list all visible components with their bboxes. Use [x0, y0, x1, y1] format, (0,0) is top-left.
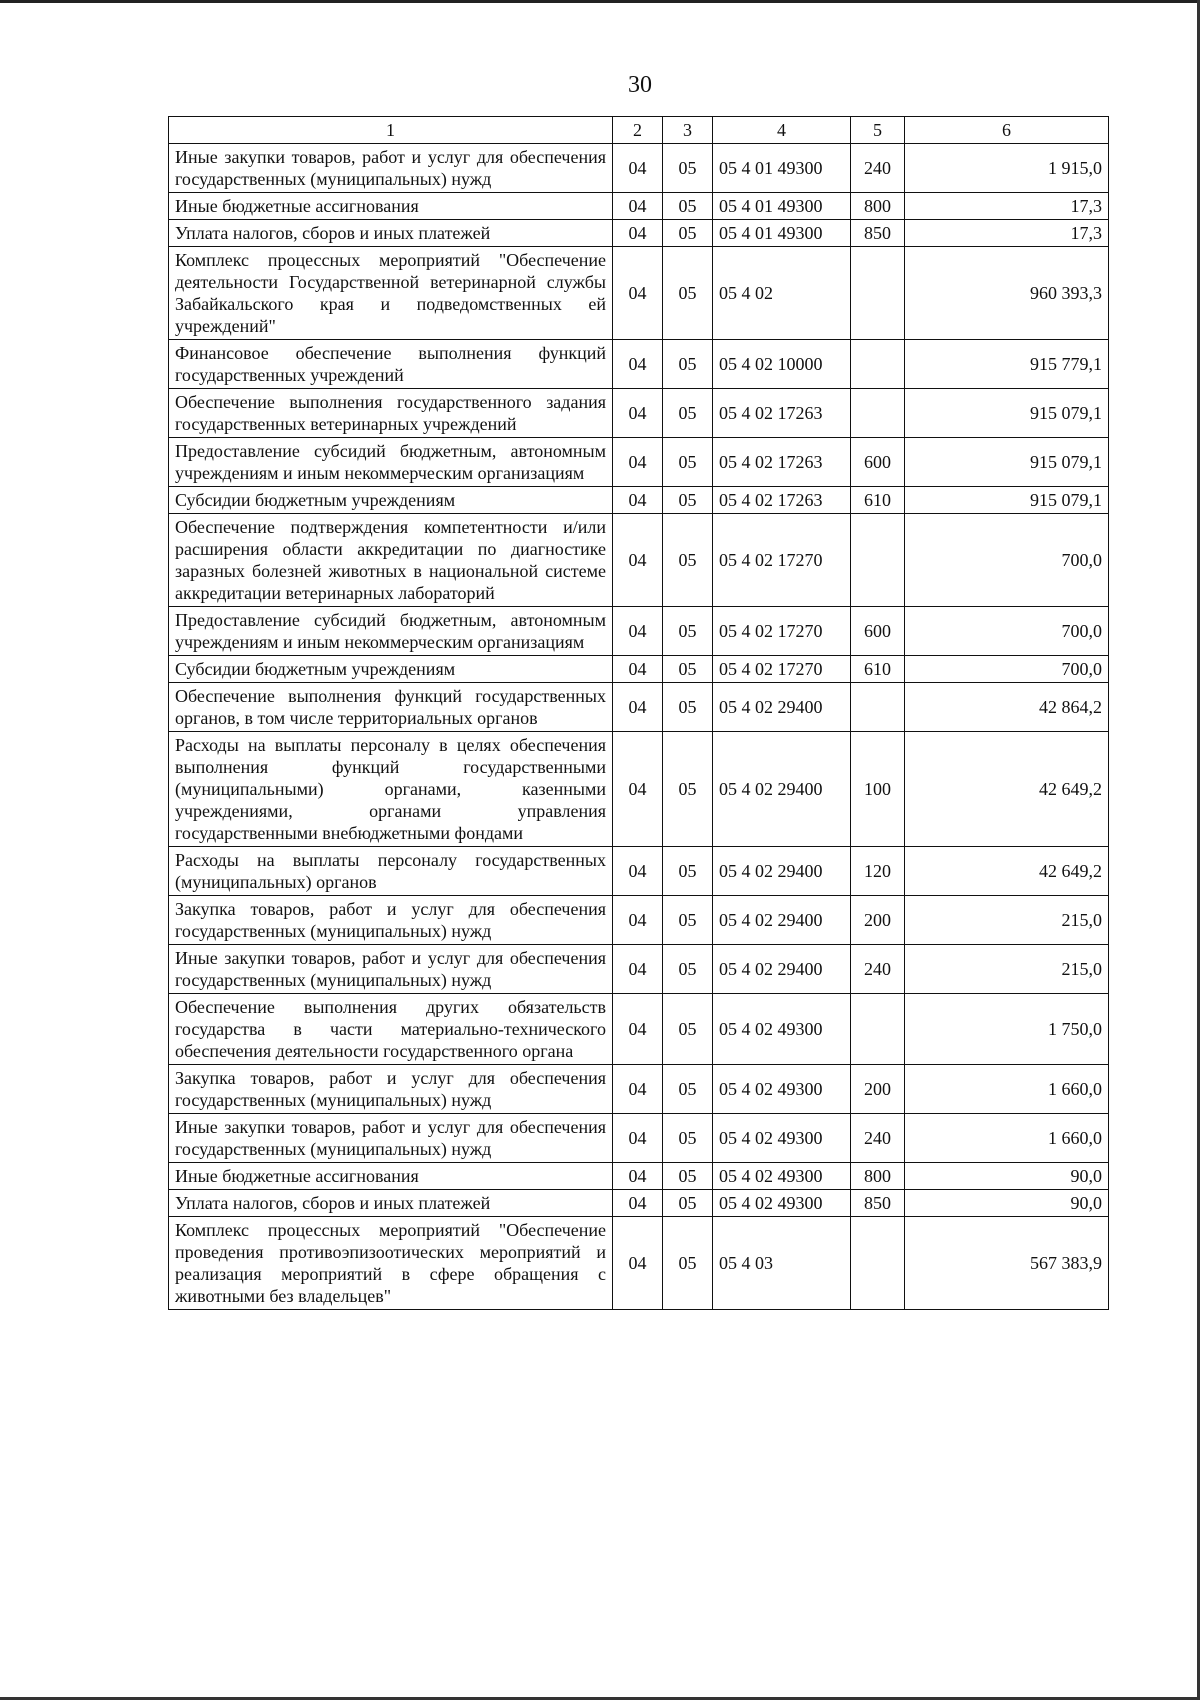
subsection-code-cell: 05	[663, 193, 713, 220]
subsection-code-cell: 05	[663, 1217, 713, 1310]
amount-cell: 90,0	[905, 1163, 1109, 1190]
header-cell: 3	[663, 117, 713, 144]
expense-type-cell: 240	[851, 945, 905, 994]
expense-name-cell: Обеспечение выполнения функций государственных органов, в том числе территориальных органов	[169, 683, 613, 732]
subsection-code-cell: 05	[663, 487, 713, 514]
section-code-cell: 04	[613, 656, 663, 683]
amount-cell: 1 750,0	[905, 994, 1109, 1065]
target-article-cell: 05 4 02 49300	[713, 994, 851, 1065]
section-code-cell: 04	[613, 1163, 663, 1190]
table-row	[169, 340, 1109, 389]
table-row	[169, 896, 1109, 945]
expense-type-cell: 850	[851, 1190, 905, 1217]
subsection-code-cell: 05	[663, 945, 713, 994]
subsection-code-cell: 05	[663, 847, 713, 896]
expense-name-cell: Комплекс процессных мероприятий "Обеспечение проведения противоэпизоотических мероприятий и реализация мероприятий в сфере обращения с животными без владельцев"	[169, 1217, 613, 1310]
section-code-cell: 04	[613, 1217, 663, 1310]
target-article-cell: 05 4 02 29400	[713, 945, 851, 994]
subsection-code-cell: 05	[663, 247, 713, 340]
header-cell: 6	[905, 117, 1109, 144]
subsection-code-cell: 05	[663, 1065, 713, 1114]
amount-cell: 915 779,1	[905, 340, 1109, 389]
target-article-cell: 05 4 02 17263	[713, 438, 851, 487]
amount-cell: 42 649,2	[905, 847, 1109, 896]
subsection-code-cell: 05	[663, 683, 713, 732]
section-code-cell: 04	[613, 514, 663, 607]
amount-cell: 215,0	[905, 945, 1109, 994]
section-code-cell: 04	[613, 144, 663, 193]
amount-cell: 90,0	[905, 1190, 1109, 1217]
expense-name-cell: Иные бюджетные ассигнования	[169, 193, 613, 220]
expense-name-cell: Иные бюджетные ассигнования	[169, 1163, 613, 1190]
table-row	[169, 732, 1109, 847]
expense-type-cell: 240	[851, 144, 905, 193]
section-code-cell: 04	[613, 247, 663, 340]
expense-name-cell: Иные закупки товаров, работ и услуг для обеспечения государственных (муниципальных) нужд	[169, 945, 613, 994]
expense-type-cell: 610	[851, 656, 905, 683]
subsection-code-cell: 05	[663, 656, 713, 683]
amount-cell: 700,0	[905, 656, 1109, 683]
table-row	[169, 438, 1109, 487]
amount-cell: 1 915,0	[905, 144, 1109, 193]
table-row	[169, 607, 1109, 656]
expense-type-cell: 610	[851, 487, 905, 514]
target-article-cell: 05 4 02 49300	[713, 1163, 851, 1190]
table-row	[169, 1163, 1109, 1190]
section-code-cell: 04	[613, 487, 663, 514]
table-row	[169, 220, 1109, 247]
expense-type-cell: 200	[851, 896, 905, 945]
amount-cell: 915 079,1	[905, 487, 1109, 514]
expense-name-cell: Закупка товаров, работ и услуг для обеспечения государственных (муниципальных) нужд	[169, 896, 613, 945]
target-article-cell: 05 4 02	[713, 247, 851, 340]
expense-type-cell: 800	[851, 1163, 905, 1190]
expense-type-cell: 800	[851, 193, 905, 220]
target-article-cell: 05 4 02 29400	[713, 732, 851, 847]
expense-type-cell	[851, 683, 905, 732]
section-code-cell: 04	[613, 193, 663, 220]
expense-type-cell	[851, 994, 905, 1065]
section-code-cell: 04	[613, 1114, 663, 1163]
target-article-cell: 05 4 02 29400	[713, 896, 851, 945]
table-row	[169, 994, 1109, 1065]
table-row	[169, 1114, 1109, 1163]
subsection-code-cell: 05	[663, 144, 713, 193]
expense-name-cell: Расходы на выплаты персоналу государственных (муниципальных) органов	[169, 847, 613, 896]
amount-cell: 960 393,3	[905, 247, 1109, 340]
table-row	[169, 487, 1109, 514]
subsection-code-cell: 05	[663, 1190, 713, 1217]
amount-cell: 17,3	[905, 220, 1109, 247]
expense-type-cell	[851, 247, 905, 340]
amount-cell: 215,0	[905, 896, 1109, 945]
expense-name-cell: Уплата налогов, сборов и иных платежей	[169, 220, 613, 247]
target-article-cell: 05 4 02 17263	[713, 389, 851, 438]
expense-type-cell: 120	[851, 847, 905, 896]
expense-name-cell: Финансовое обеспечение выполнения функций государственных учреждений	[169, 340, 613, 389]
expense-type-cell	[851, 340, 905, 389]
expense-name-cell: Расходы на выплаты персоналу в целях обеспечения выполнения функций государственными (муниципальными) органами, казенными учреждениями, органами управления государственными внебюджетными фондами	[169, 732, 613, 847]
header-cell: 5	[851, 117, 905, 144]
expense-type-cell: 100	[851, 732, 905, 847]
header-cell: 2	[613, 117, 663, 144]
target-article-cell: 05 4 03	[713, 1217, 851, 1310]
amount-cell: 567 383,9	[905, 1217, 1109, 1310]
expense-name-cell: Предоставление субсидий бюджетным, автономным учреждениям и иным некоммерческим организациям	[169, 607, 613, 656]
header-cell: 4	[713, 117, 851, 144]
subsection-code-cell: 05	[663, 340, 713, 389]
expense-type-cell	[851, 389, 905, 438]
expense-name-cell: Предоставление субсидий бюджетным, автономным учреждениям и иным некоммерческим организациям	[169, 438, 613, 487]
table-row	[169, 945, 1109, 994]
amount-cell: 42 649,2	[905, 732, 1109, 847]
expense-name-cell: Обеспечение подтверждения компетентности и/или расширения области аккредитации по диагностике заразных болезней животных в национальной системе аккредитации ветеринарных лабораторий	[169, 514, 613, 607]
table-row	[169, 389, 1109, 438]
section-code-cell: 04	[613, 438, 663, 487]
section-code-cell: 04	[613, 945, 663, 994]
target-article-cell: 05 4 02 49300	[713, 1190, 851, 1217]
expense-name-cell: Субсидии бюджетным учреждениям	[169, 487, 613, 514]
expense-name-cell: Комплекс процессных мероприятий "Обеспечение деятельности Государственной ветеринарной службы Забайкальского края и подведомственных ей учреждений"	[169, 247, 613, 340]
section-code-cell: 04	[613, 994, 663, 1065]
target-article-cell: 05 4 01 49300	[713, 193, 851, 220]
target-article-cell: 05 4 02 10000	[713, 340, 851, 389]
section-code-cell: 04	[613, 1190, 663, 1217]
target-article-cell: 05 4 02 29400	[713, 847, 851, 896]
subsection-code-cell: 05	[663, 389, 713, 438]
subsection-code-cell: 05	[663, 732, 713, 847]
subsection-code-cell: 05	[663, 994, 713, 1065]
section-code-cell: 04	[613, 847, 663, 896]
table-row	[169, 656, 1109, 683]
subsection-code-cell: 05	[663, 1114, 713, 1163]
expense-type-cell: 600	[851, 438, 905, 487]
expense-type-cell: 200	[851, 1065, 905, 1114]
amount-cell: 915 079,1	[905, 438, 1109, 487]
amount-cell: 700,0	[905, 514, 1109, 607]
expense-type-cell: 600	[851, 607, 905, 656]
expense-name-cell: Обеспечение выполнения государственного задания государственных ветеринарных учреждений	[169, 389, 613, 438]
table-row	[169, 1065, 1109, 1114]
table-row	[169, 683, 1109, 732]
table-row	[169, 847, 1109, 896]
expense-type-cell: 850	[851, 220, 905, 247]
expense-type-cell: 240	[851, 1114, 905, 1163]
expense-type-cell	[851, 514, 905, 607]
subsection-code-cell: 05	[663, 438, 713, 487]
subsection-code-cell: 05	[663, 1163, 713, 1190]
expense-name-cell: Субсидии бюджетным учреждениям	[169, 656, 613, 683]
section-code-cell: 04	[613, 340, 663, 389]
amount-cell: 42 864,2	[905, 683, 1109, 732]
table-row	[169, 247, 1109, 340]
subsection-code-cell: 05	[663, 607, 713, 656]
table-row	[169, 514, 1109, 607]
target-article-cell: 05 4 02 49300	[713, 1065, 851, 1114]
header-cell: 1	[169, 117, 613, 144]
section-code-cell: 04	[613, 896, 663, 945]
table-row	[169, 144, 1109, 193]
target-article-cell: 05 4 02 17270	[713, 514, 851, 607]
section-code-cell: 04	[613, 1065, 663, 1114]
table-row	[169, 1217, 1109, 1310]
section-code-cell: 04	[613, 607, 663, 656]
section-code-cell: 04	[613, 732, 663, 847]
target-article-cell: 05 4 02 17263	[713, 487, 851, 514]
subsection-code-cell: 05	[663, 514, 713, 607]
section-code-cell: 04	[613, 683, 663, 732]
expense-name-cell: Уплата налогов, сборов и иных платежей	[169, 1190, 613, 1217]
subsection-code-cell: 05	[663, 220, 713, 247]
expense-name-cell: Закупка товаров, работ и услуг для обеспечения государственных (муниципальных) нужд	[169, 1065, 613, 1114]
target-article-cell: 05 4 01 49300	[713, 144, 851, 193]
table-row	[169, 193, 1109, 220]
target-article-cell: 05 4 02 49300	[713, 1114, 851, 1163]
expense-name-cell: Иные закупки товаров, работ и услуг для обеспечения государственных (муниципальных) нужд	[169, 1114, 613, 1163]
budget-table	[168, 116, 1109, 1310]
section-code-cell: 04	[613, 389, 663, 438]
scan-border-top	[0, 0, 1200, 3]
amount-cell: 700,0	[905, 607, 1109, 656]
expense-name-cell: Обеспечение выполнения других обязательств государства в части материально-технического обеспечения деятельности государственного органа	[169, 994, 613, 1065]
target-article-cell: 05 4 02 29400	[713, 683, 851, 732]
amount-cell: 915 079,1	[905, 389, 1109, 438]
subsection-code-cell: 05	[663, 896, 713, 945]
amount-cell: 17,3	[905, 193, 1109, 220]
header-row	[169, 117, 1109, 144]
amount-cell: 1 660,0	[905, 1114, 1109, 1163]
target-article-cell: 05 4 02 17270	[713, 607, 851, 656]
page-number: 30	[628, 72, 652, 98]
table-row	[169, 1190, 1109, 1217]
section-code-cell: 04	[613, 220, 663, 247]
amount-cell: 1 660,0	[905, 1065, 1109, 1114]
target-article-cell: 05 4 02 17270	[713, 656, 851, 683]
expense-name-cell: Иные закупки товаров, работ и услуг для обеспечения государственных (муниципальных) нужд	[169, 144, 613, 193]
expense-type-cell	[851, 1217, 905, 1310]
target-article-cell: 05 4 01 49300	[713, 220, 851, 247]
